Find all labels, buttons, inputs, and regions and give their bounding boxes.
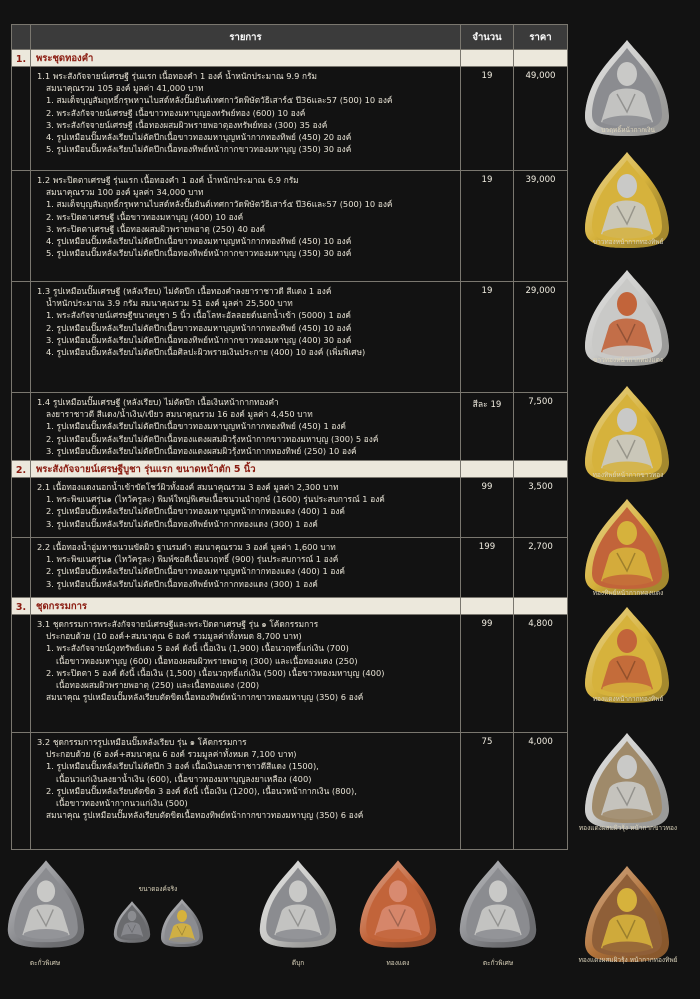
item-line: ลงยาราชาวดี สีแดง/น้ำเงิน/เขียว สมนาคุณรวม 16 องค์ มูลค่า 4,450 บาท <box>46 409 313 420</box>
item-line: 1. พระพิฆเนศรุ่น๑ (ไหว้ครูละ) พิมพ์ซอดีเนื้อนวฤทธิ์ (900) รุ่นประสบการณ์ 1 องค์ <box>46 554 339 565</box>
item-price: 4,000 <box>514 733 568 850</box>
item-line: 1. พระสังกัจจายน์เศรษฐีขนาดบูชา 5 นิ้ว เนื้อโลหะอัลลอยด์นอกน้ำเข้า (5000) 1 องค์ <box>46 310 351 321</box>
amulet-image <box>583 268 671 368</box>
item-line: 4. รูปเหมือนปั๊มหลังเรียบไม่ตัดปีกเนื้อขาวทองมหาบุญหน้ากากทองทิพย์ (450) 20 องค์ <box>46 132 352 143</box>
amulet-image <box>583 150 671 250</box>
item-line: 3.1 ชุดกรรมการพระสังกัจจายน์เศรษฐีและพระปิดตาเศรษฐี รุ่น ๑ โค้ดกรรมการ <box>37 619 319 630</box>
header-row <box>12 25 568 50</box>
amulet-image <box>583 497 671 597</box>
amulet-image <box>583 731 671 831</box>
amulet-caption: ตะกั่วพิเศษ <box>482 959 514 967</box>
amulet-image <box>458 858 538 950</box>
item-line: 2. รูปเหมือนปั๊มหลังเรียบไม่ตัดปีกเนื้อขาวทองมหาบุญหน้ากากทองแดง (400) 1 องค์ <box>46 566 345 577</box>
item-line: 3. รูปเหมือนปั๊มหลังเรียบไม่ตัดปีกเนื้อทองแดงผสมผิวรุ้งหน้ากากทองทิพย์ (250) 10 องค์ <box>46 445 357 456</box>
amulet-caption: ทองแดง <box>386 959 410 967</box>
item-line: 3. รูปเหมือนปั๊มหลังเรียบไม่ตัดปีกเนื้อทองทิพย์หน้ากากทองแดง (300) 1 องค์ <box>46 578 318 589</box>
item-line: เนื้อนวแก่เงินลงยาน้ำเงิน (600), เนื้อขาวทองมหาบุญลงยาเหลือง (400) <box>56 773 312 784</box>
item-line: สมนาคุณรวม 105 องค์ มูลค่า 41,000 บาท <box>46 83 204 94</box>
item-row <box>12 538 568 598</box>
item-line: ประกอบด้วย (6 องค์+สมนาคุณ 6 องค์ รวมมูลค่าทั้งหมด 7,100 บาท) <box>46 749 297 760</box>
header-qty: จำนวน <box>461 25 514 50</box>
amulet-image <box>583 384 671 484</box>
item-line: 1. พระสังกัจจายน์ภูงทรัพย์แดง 5 องค์ ดังนี้ เนื้อเงิน (1,900) เนื้อนวฤทธิ์แก่เงิน (700) <box>46 643 349 654</box>
item-line: 4. รูปเหมือนปั๊มหลังเรียบไม่ตัดปีกเนื้อขาวทองมหาบุญหน้ากากทองทิพย์ (450) 10 องค์ <box>46 236 352 247</box>
item-description <box>31 733 461 850</box>
item-row <box>12 615 568 733</box>
amulet-image <box>113 900 151 944</box>
section-row <box>12 50 568 67</box>
item-line: 1.3 รูปเหมือนปั๊มเศรษฐี (หลังเรียบ) ไม่ตัดปีก เนื้อทองคำลงยาราชาวดี สีแดง 1 องค์ <box>37 286 332 296</box>
item-line: 1. สมเด็จบุญสัมฤทธิ์กรุพหานไบสด์หลังปั๊มยันต์เทศกาวัดพิษัตวัธิเสาร์๕ ปี36และ57 (500) 10 องค์ <box>46 199 393 210</box>
item-line: เนื้อขาวทองมหาบุญ (600) เนื้อทองผสมผิวพรายพอาตุ (300) และเนื้อทองแดง (250) <box>56 655 358 666</box>
item-description <box>31 171 461 282</box>
amulet-caption: ขาวทองหน้ากากทองทิพย์ <box>592 238 664 246</box>
header-no <box>12 25 31 50</box>
amulet-caption: ทองแดงผสมผิวรุ้ง หน้ากากขาวทอง <box>578 824 678 832</box>
amulet-image <box>583 605 671 705</box>
item-line: ประกอบด้วย (10 องค์+สมนาคุณ 6 องค์ รวมมูลค่าทั้งหมด 8,700 บาท) <box>46 631 302 642</box>
item-price: 3,500 <box>514 478 568 538</box>
item-price: 2,700 <box>514 538 568 598</box>
item-line: 2. พระสังกัจจายน์เศรษฐี เนื้อขาวทองมหาบุญองทรัพย์ทอง (600) 10 องค์ <box>46 107 306 118</box>
item-line: 2. รูปเหมือนปั๊มหลังเรียบไม่ตัดปีกเนื้อทองแดงผสมผิวรุ้งหน้ากากขาวทองมหาบุญ (300) 5 องค์ <box>46 433 379 444</box>
amulet-image <box>258 858 338 950</box>
item-line: 2. รูปเหมือนปั๊มหลังเรียบไม่ตัดปีกเนื้อขาวทองมหาบุญหน้ากากทองทิพย์ (450) 10 องค์ <box>46 322 352 333</box>
item-price: 4,800 <box>514 615 568 733</box>
item-price: 29,000 <box>514 282 568 393</box>
item-quantity: 19 <box>461 67 514 171</box>
item-row <box>12 171 568 282</box>
item-description <box>31 67 461 171</box>
item-quantity: 19 <box>461 171 514 282</box>
amulet-caption: ทองทิพย์หน้ากากทองแดง <box>592 589 664 597</box>
item-line: 1. รูปเหมือนปั๊มหลังเรียบไม่ตัดปีก 3 องค์ เนื้อเงินลงยาราชาวดีสีแดง (1500), <box>46 761 319 772</box>
item-line: สมนาคุณรวม 100 องค์ มูลค่า 34,000 บาท <box>46 187 204 198</box>
amulet-caption: ตะกั่วพิเศษ <box>29 959 61 967</box>
item-line: สมนาคุณ รูปเหมือนปั๊มหลังเรียบตัดขิดเนื้อทองทิพย์หน้ากากขาวทองมหาบุญ (350) 6 องค์ <box>46 810 364 821</box>
item-price: 39,000 <box>514 171 568 282</box>
actual-size-label: ขนาดองค์จริง <box>138 885 178 893</box>
item-line: 3.2 ชุดกรรมการรูปเหมือนปั๊มหลังเรียบ รุ่น ๑ โค้ดกรรมการ <box>37 737 247 748</box>
amulet-image <box>6 858 86 950</box>
section-number: 2. <box>12 461 31 478</box>
item-quantity: 99 <box>461 615 514 733</box>
item-line: 1. สมเด็จบุญสัมฤทธิ์กรุพหานไบสด์หลังปั๊มยันต์เทศกาวัดพิษัตวัธิเสาร์๕ ปี36และ57 (500) 10 องค์ <box>46 95 393 106</box>
item-row <box>12 733 568 850</box>
section-title: ชุดกรรมการ <box>31 598 461 615</box>
item-line: 1.1 พระสังกัจจายน์เศรษฐี รุ่นแรก เนื้อทองคำ 1 องค์ น้ำหนักประมาณ 9.9 กรัม <box>37 71 317 81</box>
item-line: 1.2 พระปิดตาเศรษฐี รุ่นแรก เนื้อทองคำ 1 องค์ น้ำหนักประมาณ 6.9 กรัม <box>37 175 299 185</box>
item-line: 2.1 เนื้อทองแดงนอกน้ำเข้าขัดโชว์ผิวทั้งองค์ สมนาคุณรวม 3 องค์ มูลค่า 2,300 บาท <box>37 482 339 493</box>
item-quantity: สีละ 19 <box>461 393 514 461</box>
item-line: 1.4 รูปเหมือนปั๊มเศรษฐี (หลังเรียบ) ไม่ตัดปีก เนื้อเงินหน้ากากทองคำ <box>37 397 279 407</box>
price-table <box>11 24 568 850</box>
item-quantity: 19 <box>461 282 514 393</box>
amulet-image <box>583 38 671 138</box>
item-description <box>31 538 461 598</box>
item-line: 2. พระปิดตา 5 องค์ ดังนี้ เนื้อเงิน (1,500) เนื้อนวฤทธิ์แก่เงิน (500) เนื้อขาวทองมหาบุญ (400) <box>46 667 385 678</box>
item-description <box>31 615 461 733</box>
item-line: 2. รูปเหมือนปั๊มหลังเรียบตัดขิด 3 องค์ ดังนี้ เนื้อเงิน (1200), เนื้อนวหน้ากากเงิน (800), <box>46 785 357 796</box>
amulet-caption: ขาวทองหน้ากากทองแดง <box>593 356 663 364</box>
item-line: 2. พระปิดตาเศรษฐี เนื้อขาวทองมหาบุญ (400) 10 องค์ <box>46 211 244 222</box>
item-line: สมนาคุณ รูปเหมือนปั๊มหลังเรียบตัดขิดเนื้อทองทิพย์หน้ากากขาวทองมหาบุญ (350) 6 องค์ <box>46 692 364 703</box>
item-description <box>31 282 461 393</box>
item-line: น้ำหนักประมาณ 3.9 กรัม สมนาคุณรวม 51 องค์ มูลค่า 25,500 บาท <box>46 298 293 309</box>
section-title: พระชุดทองคำ <box>31 50 461 67</box>
amulet-image <box>160 898 204 948</box>
item-row <box>12 282 568 393</box>
item-price: 7,500 <box>514 393 568 461</box>
section-row <box>12 598 568 615</box>
amulet-image <box>583 864 671 964</box>
section-title: พระสังกัจจายน์เศรษฐีบูชา รุ่นแรก ขนาดหน้าตัก 5 นิ้ว <box>31 461 461 478</box>
item-line: 3. รูปเหมือนปั๊มหลังเรียบไม่ตัดปีกเนื้อทองทิพย์หน้ากากทองแดง (300) 1 องค์ <box>46 518 318 529</box>
item-price: 49,000 <box>514 67 568 171</box>
amulet-caption: ทองทิพย์หน้ากากขาวทอง <box>592 471 664 479</box>
item-quantity: 199 <box>461 538 514 598</box>
section-row <box>12 461 568 478</box>
amulet-caption: นวฤทธิ์หน้ากากเงิน <box>600 126 656 134</box>
item-line: 3. พระสังกัจจายน์เศรษฐี เนื้อทองผสมผิวพรายพอาตุองทรัพย์ทอง (300) 35 องค์ <box>46 119 328 130</box>
header-price: ราคา <box>514 25 568 50</box>
item-quantity: 99 <box>461 478 514 538</box>
item-line: 1. รูปเหมือนปั๊มหลังเรียบไม่ตัดปีกเนื้อขาวทองมหาบุญหน้ากากทองทิพย์ (450) 1 องค์ <box>46 421 346 432</box>
section-number: 3. <box>12 598 31 615</box>
item-row <box>12 67 568 171</box>
header-items: รายการ <box>31 25 461 50</box>
item-line: 3. พระปิดตาเศรษฐี เนื้อทองผสมผิวพรายพอาตุ (250) 40 องค์ <box>46 223 266 234</box>
item-line: 3. รูปเหมือนปั๊มหลังเรียบไม่ตัดปีกเนื้อทองทิพย์หน้ากากขาวทองมหาบุญ (400) 30 องค์ <box>46 334 352 345</box>
amulet-caption: ดีบุก <box>291 959 305 967</box>
amulet-caption: ทองแดงผสมผิวรุ้ง หน้ากากทองทิพย์ <box>578 956 678 964</box>
item-line: เนื้อทองผสมผิวพรายพอาตุ (250) และเนื้อทองแดง (200) <box>56 680 260 691</box>
item-line: 2.2 เนื้อทองน้ำอู่มหาชนวนขัดผิว ฐานรมดำ สมนาคุณรวม 3 องค์ มูลค่า 1,600 บาท <box>37 542 336 553</box>
item-row <box>12 478 568 538</box>
item-line: เนื้อขาวทองหน้ากากนวแก่เงิน (500) <box>56 798 188 809</box>
item-line: 1. พระพิฆเนศรุ่น๑ (ไหว้ครูละ) พิมพ์ใหญ่พิเศษเนื้อชนวนนำฤกษ์ (1600) รุ่นประสบการณ์ 1 องค์ <box>46 494 385 505</box>
item-line: 5. รูปเหมือนปั๊มหลังเรียบไม่ตัดปีกเนื้อทองทิพย์หน้ากากขาวทองมหาบุญ (350) 30 องค์ <box>46 248 352 259</box>
amulet-image <box>358 858 438 950</box>
item-description <box>31 393 461 461</box>
item-description <box>31 478 461 538</box>
amulet-caption: ทองแดงหน้ากากทองทิพย์ <box>592 695 664 703</box>
item-line: 2. รูปเหมือนปั๊มหลังเรียบไม่ตัดปีกเนื้อขาวทองมหาบุญหน้ากากทองแดง (400) 1 องค์ <box>46 506 345 517</box>
item-line: 4. รูปเหมือนปั๊มหลังเรียบไม่ตัดปีกเนื้อศิลปะผิวพรายเงินประกาย (400) 10 องค์ (เพิ่มพิเศษ) <box>46 347 366 358</box>
item-line: 5. รูปเหมือนปั๊มหลังเรียบไม่ตัดปีกเนื้อทองทิพย์หน้ากากขาวทองมหาบุญ (350) 30 องค์ <box>46 144 352 155</box>
section-number: 1. <box>12 50 31 67</box>
item-row <box>12 393 568 461</box>
item-quantity: 75 <box>461 733 514 850</box>
